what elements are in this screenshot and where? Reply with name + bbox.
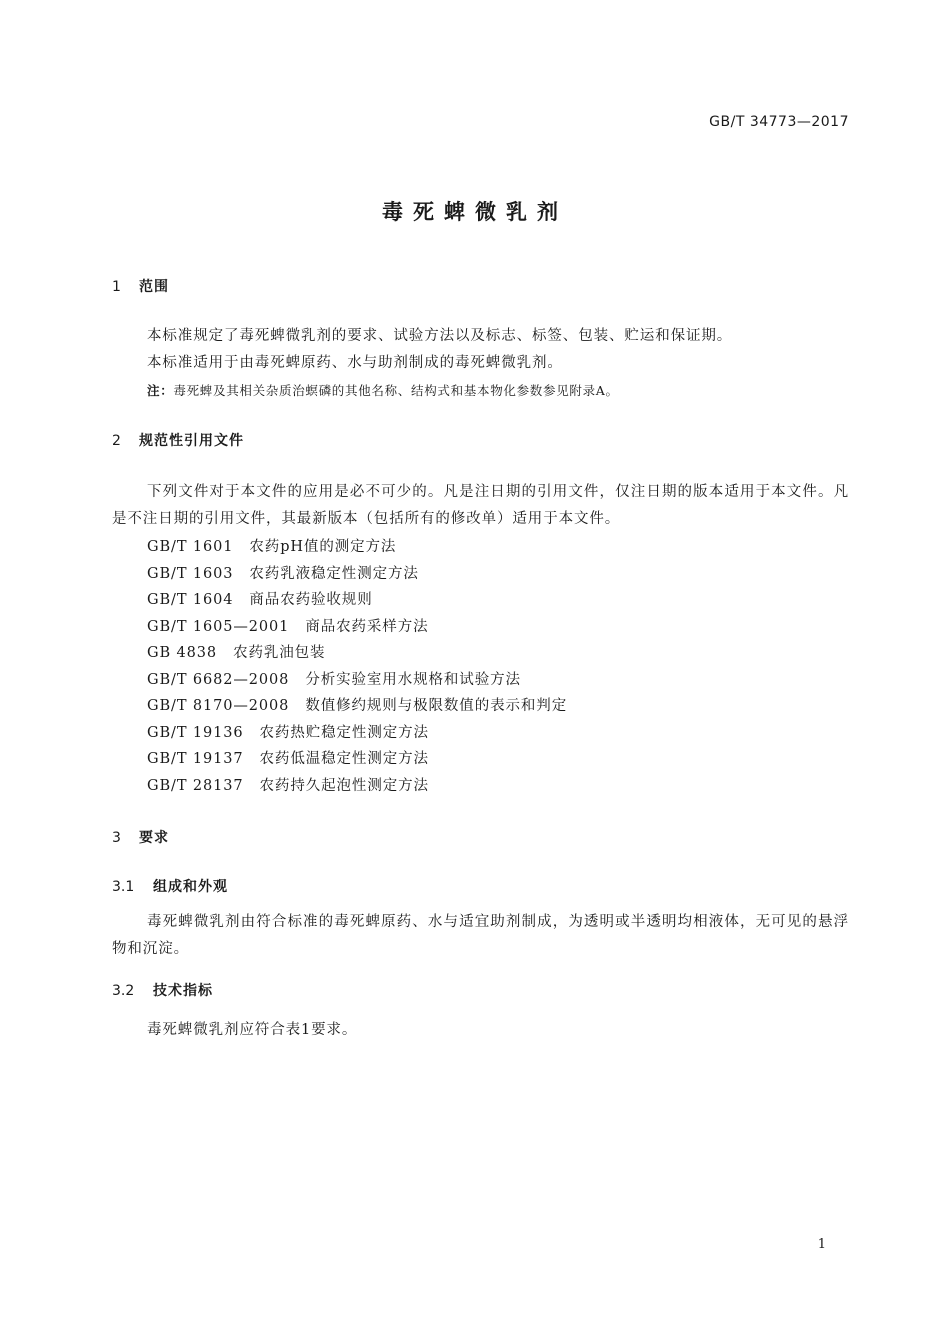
reference-code: GB 4838 (147, 645, 218, 661)
reference-code: GB/T 1605—2001 (147, 618, 290, 635)
reference-item (147, 668, 521, 689)
section-3-heading (112, 827, 169, 847)
reference-code: GB/T 6682—2008 (147, 671, 290, 688)
reference-code: GB/T 1601 (147, 539, 234, 555)
reference-code: GB/T 1603 (147, 565, 234, 582)
reference-item (147, 562, 419, 583)
reference-title: 农药热贮稳定性测定方法 (259, 724, 429, 741)
reference-title: 数值修约规则与极限数值的表示和判定 (305, 698, 568, 714)
section-3-1-heading (112, 876, 228, 896)
section-3-2-heading (112, 980, 213, 1000)
section-title: 要求 (139, 830, 169, 846)
reference-item (147, 588, 373, 609)
page-number: 1 (817, 1237, 826, 1252)
section-title: 范围 (139, 279, 169, 295)
reference-item (147, 721, 429, 742)
section-title: 规范性引用文件 (139, 433, 244, 449)
subsection-number: 3.1 (112, 879, 135, 895)
reference-item (147, 641, 325, 662)
reference-title: 农药持久起泡性测定方法 (259, 777, 429, 794)
technical-index-paragraph: 毒死蜱微乳剂应符合表1要求。 (147, 1022, 358, 1038)
reference-code: GB/T 8170—2008 (147, 698, 290, 714)
reference-title: 分析实验室用水规格和试验方法 (305, 671, 521, 688)
subsection-number: 3.2 (112, 983, 135, 999)
section-number: 2 (112, 433, 121, 449)
reference-item (147, 615, 429, 636)
scope-paragraph-1: 本标准规定了毒死蜱微乳剂的要求、试验方法以及标志、标签、包装、贮运和保证期。 (147, 328, 733, 344)
document-title: 毒死蜱微乳剂 (382, 200, 568, 224)
subsection-title: 技术指标 (153, 983, 213, 999)
standard-code: GB/T 34773—2017 (709, 114, 849, 130)
reference-item (147, 774, 429, 795)
scope-note (147, 381, 619, 399)
reference-item (147, 747, 429, 768)
composition-paragraph: 毒死蜱微乳剂由符合标准的毒死蜱原药、水与适宜助剂制成，为透明或半透明均相液体，无可见的悬浮物和沉淀。 (112, 914, 849, 957)
section-1-heading (112, 276, 169, 296)
reference-item (147, 694, 567, 715)
reference-title: 商品农药验收规则 (249, 592, 373, 608)
subsection-title: 组成和外观 (153, 879, 228, 895)
reference-title: 农药pH值的测定方法 (249, 539, 397, 555)
reference-code: GB/T 19136 (147, 724, 244, 741)
scope-paragraph-2: 本标准适用于由毒死蜱原药、水与助剂制成的毒死蜱微乳剂。 (147, 355, 563, 371)
reference-code: GB/T 19137 (147, 751, 244, 767)
note-label: 注： (147, 383, 174, 398)
section-number: 3 (112, 830, 121, 846)
reference-title: 商品农药采样方法 (305, 618, 429, 635)
note-text: 毒死蜱及其相关杂质治螟磷的其他名称、结构式和基本物化参数参见附录A。 (173, 383, 619, 398)
references-intro: 下列文件对于本文件的应用是必不可少的。凡是注日期的引用文件，仅注日期的版本适用于本文件。凡是不注日期的引用文件，其最新版本（包括所有的修改单）适用于本文件。 (112, 484, 849, 527)
reference-title: 农药低温稳定性测定方法 (259, 751, 429, 767)
reference-code: GB/T 1604 (147, 592, 234, 608)
section-2-heading (112, 430, 244, 450)
reference-code: GB/T 28137 (147, 777, 244, 794)
reference-item (147, 535, 396, 556)
reference-title: 农药乳液稳定性测定方法 (249, 565, 419, 582)
section-number: 1 (112, 279, 121, 295)
reference-title: 农药乳油包装 (233, 645, 326, 661)
